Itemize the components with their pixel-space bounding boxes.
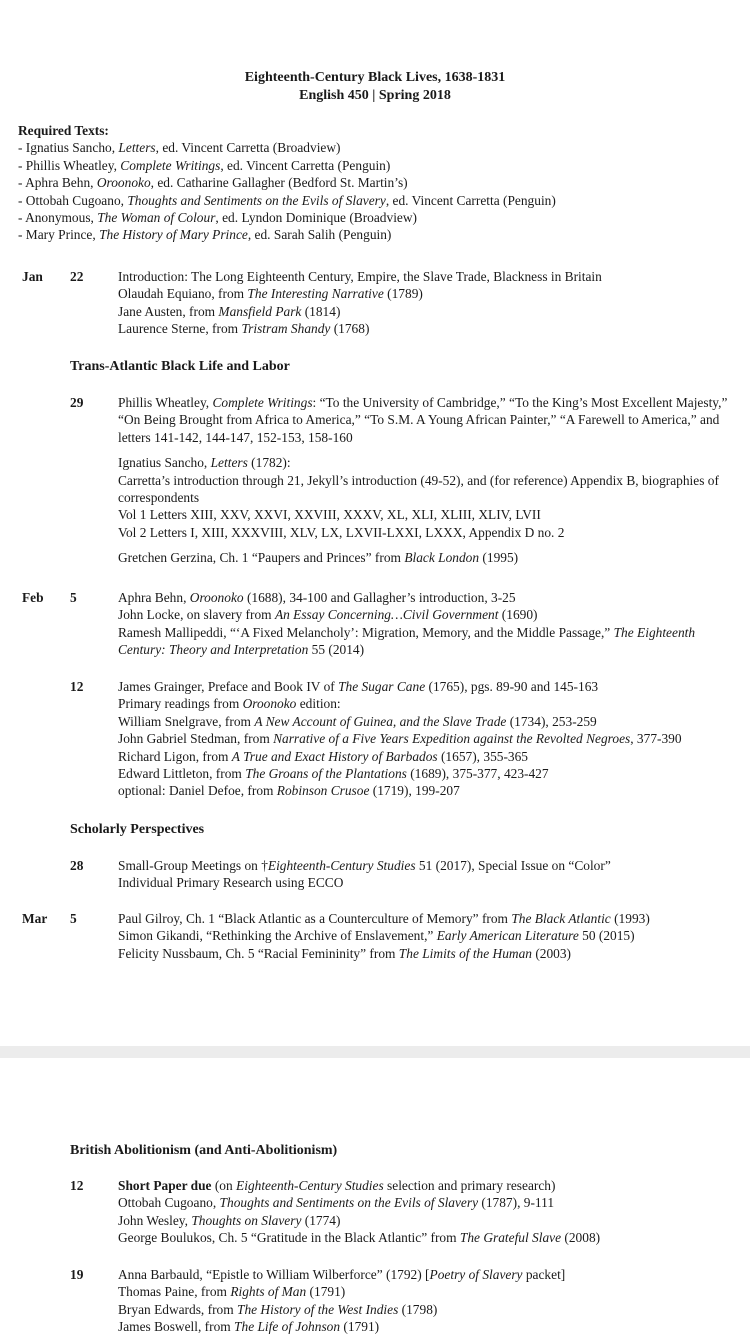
work-title: The Eighteenth Century: Theory and Interpretation	[118, 624, 696, 658]
text-segment: (1768)	[330, 321, 370, 337]
day-label: 29	[70, 395, 84, 410]
reading-entry	[118, 394, 733, 446]
course-title-line: Eighteenth-Century Black Lives, 1638-1831	[244, 70, 506, 85]
work-title: Thoughts and Sentiments on the Evils of Slavery	[219, 1195, 479, 1211]
reading-line	[118, 1229, 733, 1246]
work-title: The Sugar Cane	[338, 679, 426, 694]
reading-line	[118, 589, 733, 606]
month-label: Jan	[22, 269, 43, 284]
work-title: Eighteenth-Century Studies	[267, 858, 416, 873]
text-segment: (1814)	[301, 303, 341, 319]
work-title: Narrative of a Five Years Expedition against the Revolted Negroes	[273, 731, 631, 747]
text-segment: John Gabriel Stedman, from	[118, 731, 274, 747]
work-title: Robinson Crusoe	[276, 783, 370, 799]
work-title: An Essay Concerning…Civil Government	[274, 607, 499, 623]
text-segment: Primary readings from	[118, 696, 243, 712]
text-segment: , ed. Vincent Carretta (Penguin)	[220, 157, 391, 173]
text-segment: (1798)	[398, 1301, 438, 1317]
work-title: Letters	[210, 455, 248, 471]
text-segment: Felicity Nussbaum, Ch. 5 “Racial Femininity” from	[118, 945, 399, 961]
text-segment: (on	[211, 1178, 237, 1193]
text-segment: John Wesley,	[118, 1212, 192, 1228]
text-segment: edition:	[296, 696, 341, 712]
reading-line	[118, 624, 733, 659]
page-separator	[0, 1046, 750, 1058]
reading-line	[118, 454, 733, 471]
reading-entry	[118, 549, 733, 566]
text-segment: (1995)	[479, 550, 519, 566]
day-label: 5	[70, 911, 77, 926]
reading-line	[118, 678, 733, 695]
text-segment: , 377-390	[630, 731, 682, 747]
work-title: A True and Exact History of Barbados	[231, 748, 438, 764]
section-heading: Trans-Atlantic Black Life and Labor	[70, 359, 290, 374]
text-segment: , ed. Lyndon Dominique (Broadview)	[215, 210, 417, 226]
reading-line	[118, 524, 733, 541]
reading-line	[118, 748, 733, 765]
work-title: Early American Literature	[436, 928, 579, 944]
text-segment: Thomas Paine, from	[118, 1284, 231, 1300]
reading-line	[118, 606, 733, 623]
day-label: 22	[70, 269, 84, 284]
text-segment: (1719), 199-207	[369, 783, 460, 799]
work-title: Complete Writings	[120, 157, 221, 173]
day-label: 19	[70, 1267, 84, 1282]
reading-line	[18, 174, 738, 191]
text-segment: Phillis Wheatley,	[118, 395, 213, 410]
syllabus-page-2	[0, 1058, 750, 1334]
section-heading: Scholarly Perspectives	[70, 822, 205, 837]
reading-line	[18, 139, 738, 156]
reading-line	[18, 192, 738, 209]
text-segment: (1774)	[301, 1212, 341, 1228]
assignment-due-label: Short Paper due	[118, 1178, 212, 1193]
work-title: Black London	[404, 550, 480, 566]
text-segment: (1765), pgs. 89-90 and 145-163	[425, 679, 599, 694]
text-segment: (1791)	[340, 1319, 380, 1335]
text-segment: packet]	[522, 1267, 566, 1282]
text-segment: Small-Group Meetings on †	[118, 858, 268, 873]
work-title: Rights of Man	[230, 1284, 307, 1300]
text-segment: , ed. Sarah Salih (Penguin)	[247, 227, 392, 243]
text-segment: - Anonymous,	[18, 210, 98, 226]
work-title: The Grateful Slave	[459, 1230, 562, 1246]
text-segment: (1787), 9-111	[478, 1195, 555, 1211]
work-title: The Interesting Narrative	[247, 286, 384, 302]
required-texts-heading: Required Texts:	[18, 123, 109, 138]
text-segment: Individual Primary Research using ECCO	[118, 875, 344, 891]
text-segment: Ignatius Sancho,	[118, 455, 211, 471]
work-title: Mansfield Park	[218, 303, 302, 319]
work-title: The History of the West Indies	[237, 1301, 399, 1317]
work-title: Eighteenth-Century Studies	[236, 1178, 384, 1193]
reading-line	[118, 857, 733, 874]
text-segment: Simon Gikandi, “Rethinking the Archive of Enslavement,”	[118, 928, 437, 944]
readings-list	[118, 1177, 733, 1247]
text-segment: Introduction: The Long Eighteenth Century, Empire, the Slave Trade, Blackness in Britain	[118, 269, 602, 284]
reading-line	[118, 765, 733, 782]
work-title: The Woman of Colour	[97, 210, 216, 226]
reading-line	[118, 1283, 733, 1300]
work-title: Thoughts and Sentiments on the Evils of Slavery	[127, 192, 386, 208]
reading-line	[118, 874, 733, 891]
text-segment: Gretchen Gerzina, Ch. 1 “Paupers and Princes” from	[118, 550, 405, 566]
section-heading: British Abolitionism (and Anti-Abolitionism)	[70, 1143, 338, 1158]
reading-line	[118, 1318, 733, 1335]
reading-line	[118, 285, 733, 302]
text-segment: optional: Daniel Defoe, from	[118, 783, 277, 799]
text-segment: , ed. Vincent Carretta (Penguin)	[385, 192, 556, 208]
text-segment: George Boulukos, Ch. 5 “Gratitude in the Black Atlantic” from	[118, 1230, 460, 1246]
reading-line	[118, 1301, 733, 1318]
text-segment: (1734), 253-259	[506, 713, 597, 729]
text-segment: (1789)	[383, 286, 423, 302]
reading-line	[118, 910, 733, 927]
text-segment: Bryan Edwards, from	[118, 1301, 237, 1317]
reading-line	[118, 1266, 733, 1283]
text-segment: - Aphra Behn,	[18, 175, 97, 191]
text-segment: 50 (2015)	[578, 928, 635, 944]
text-segment: Vol 1 Letters XIII, XXV, XXVI, XXVIII, XXXV, XL, XLI, XLIII, XLIV, LVII	[118, 507, 541, 523]
reading-line	[118, 1212, 733, 1229]
reading-entry	[118, 1177, 733, 1194]
text-segment: selection and primary research)	[383, 1178, 556, 1193]
reading-line	[118, 303, 733, 320]
required-texts	[18, 122, 738, 244]
reading-line	[118, 945, 733, 962]
reading-group	[118, 1194, 733, 1246]
day-label: 12	[70, 679, 84, 694]
text-segment: James Boswell, from	[118, 1319, 235, 1335]
reading-line	[18, 226, 738, 243]
text-segment: - Ignatius Sancho,	[18, 140, 119, 156]
reading-line	[118, 730, 733, 747]
text-segment: (1688), 34-100 and Gallagher’s introduction, 3-25	[243, 590, 516, 605]
text-segment: Edward Littleton, from	[118, 766, 246, 782]
text-segment: , ed. Catharine Gallagher (Bedford St. Martin’s)	[150, 175, 408, 191]
readings-list	[118, 910, 733, 962]
work-title: Oroonoko	[242, 696, 297, 712]
reading-line	[118, 320, 733, 337]
work-title: Oroonoko	[189, 590, 244, 605]
day-label: 12	[70, 1178, 84, 1193]
reading-line	[118, 782, 733, 799]
text-segment: - Phillis Wheatley,	[18, 157, 121, 173]
text-segment: John Locke, on slavery from	[118, 607, 275, 623]
text-segment: Carretta’s introduction through 21, Jekyll’s introduction (49-52), and (for reference) Appendix B, biographies of correspondents	[118, 472, 719, 506]
text-segment: - Ottobah Cugoano,	[18, 192, 128, 208]
work-title: The Groans of the Plantations	[245, 766, 407, 782]
text-segment: 51 (2017), Special Issue on “Color”	[415, 858, 611, 873]
text-segment: Jane Austen, from	[118, 303, 219, 319]
text-segment: Olaudah Equiano, from	[118, 286, 248, 302]
text-segment: (1689), 375-377, 423-427	[406, 766, 549, 782]
work-title: A New Account of Guinea, and the Slave Trade	[254, 713, 507, 729]
required-texts-list	[18, 139, 738, 243]
reading-line	[118, 713, 733, 730]
text-segment: Aphra Behn,	[118, 590, 190, 605]
text-segment: (1791)	[306, 1284, 346, 1300]
reading-line	[118, 472, 733, 507]
text-segment: (1993)	[610, 911, 650, 926]
reading-line	[118, 927, 733, 944]
text-segment: (1690)	[498, 607, 538, 623]
text-segment: - Mary Prince,	[18, 227, 100, 243]
readings-list	[118, 857, 733, 892]
reading-line	[18, 157, 738, 174]
work-title: Complete Writings	[212, 395, 313, 410]
course-subtitle-line: English 450 | Spring 2018	[299, 88, 451, 103]
work-title: Oroonoko	[96, 175, 151, 191]
text-segment: (1657), 355-365	[437, 748, 528, 764]
work-title: Poetry of Slavery	[429, 1267, 523, 1282]
readings-list	[118, 1266, 733, 1336]
text-segment: 55 (2014)	[308, 642, 365, 658]
work-title: Letters	[118, 140, 156, 156]
text-segment: Ottobah Cugoano,	[118, 1195, 220, 1211]
assignment-detail	[212, 1178, 556, 1193]
work-title: The Black Atlantic	[511, 911, 611, 926]
text-segment: Vol 2 Letters I, XIII, XXXVIII, XLV, LX, LXVII-LXXI, LXXX, Appendix D no. 2	[118, 524, 565, 540]
work-title: The Limits of the Human	[398, 945, 532, 961]
reading-line	[18, 209, 738, 226]
text-segment: Richard Ligon, from	[118, 748, 232, 764]
day-label: 5	[70, 590, 77, 605]
reading-line	[118, 268, 733, 285]
text-segment: (2008)	[561, 1230, 601, 1246]
month-label: Feb	[22, 590, 44, 605]
text-segment: : “To the University of Cambridge,” “To the King’s Most Excellent Majesty,” “On Being Brought from Africa to America,” “To S.M. A Young African Painter,” “A Farewell to America,” and letters 141-142, 144-147, 152-153, 158-160	[118, 395, 728, 445]
reading-line	[118, 1194, 733, 1211]
month-label: Mar	[22, 911, 48, 926]
course-title	[0, 69, 750, 105]
readings-list	[118, 268, 733, 338]
work-title: The Life of Johnson	[234, 1319, 341, 1335]
reading-line	[118, 506, 733, 523]
text-segment: James Grainger, Preface and Book IV of	[118, 679, 339, 694]
readings-list	[118, 678, 733, 800]
text-segment: , ed. Vincent Carretta (Broadview)	[155, 140, 341, 156]
day-label: 28	[70, 858, 84, 873]
work-title: Tristram Shandy	[241, 321, 331, 337]
readings-list	[118, 589, 733, 659]
text-segment: Anna Barbauld, “Epistle to William Wilberforce” (1792) [	[118, 1267, 430, 1282]
readings-list	[118, 394, 733, 567]
text-segment: William Snelgrave, from	[118, 713, 255, 729]
text-segment: (1782):	[247, 455, 291, 471]
reading-line	[118, 695, 733, 712]
work-title: The History of Mary Prince	[99, 227, 248, 243]
work-title: Thoughts on Slavery	[191, 1212, 302, 1228]
reading-group	[118, 454, 733, 541]
text-segment: Paul Gilroy, Ch. 1 “Black Atlantic as a Counterculture of Memory” from	[118, 911, 512, 926]
text-segment: (2003)	[531, 945, 572, 961]
text-segment: Ramesh Mallipeddi, “‘A Fixed Melancholy’: Migration, Memory, and the Middle Passage,”	[118, 624, 614, 640]
text-segment: Laurence Sterne, from	[118, 321, 242, 337]
